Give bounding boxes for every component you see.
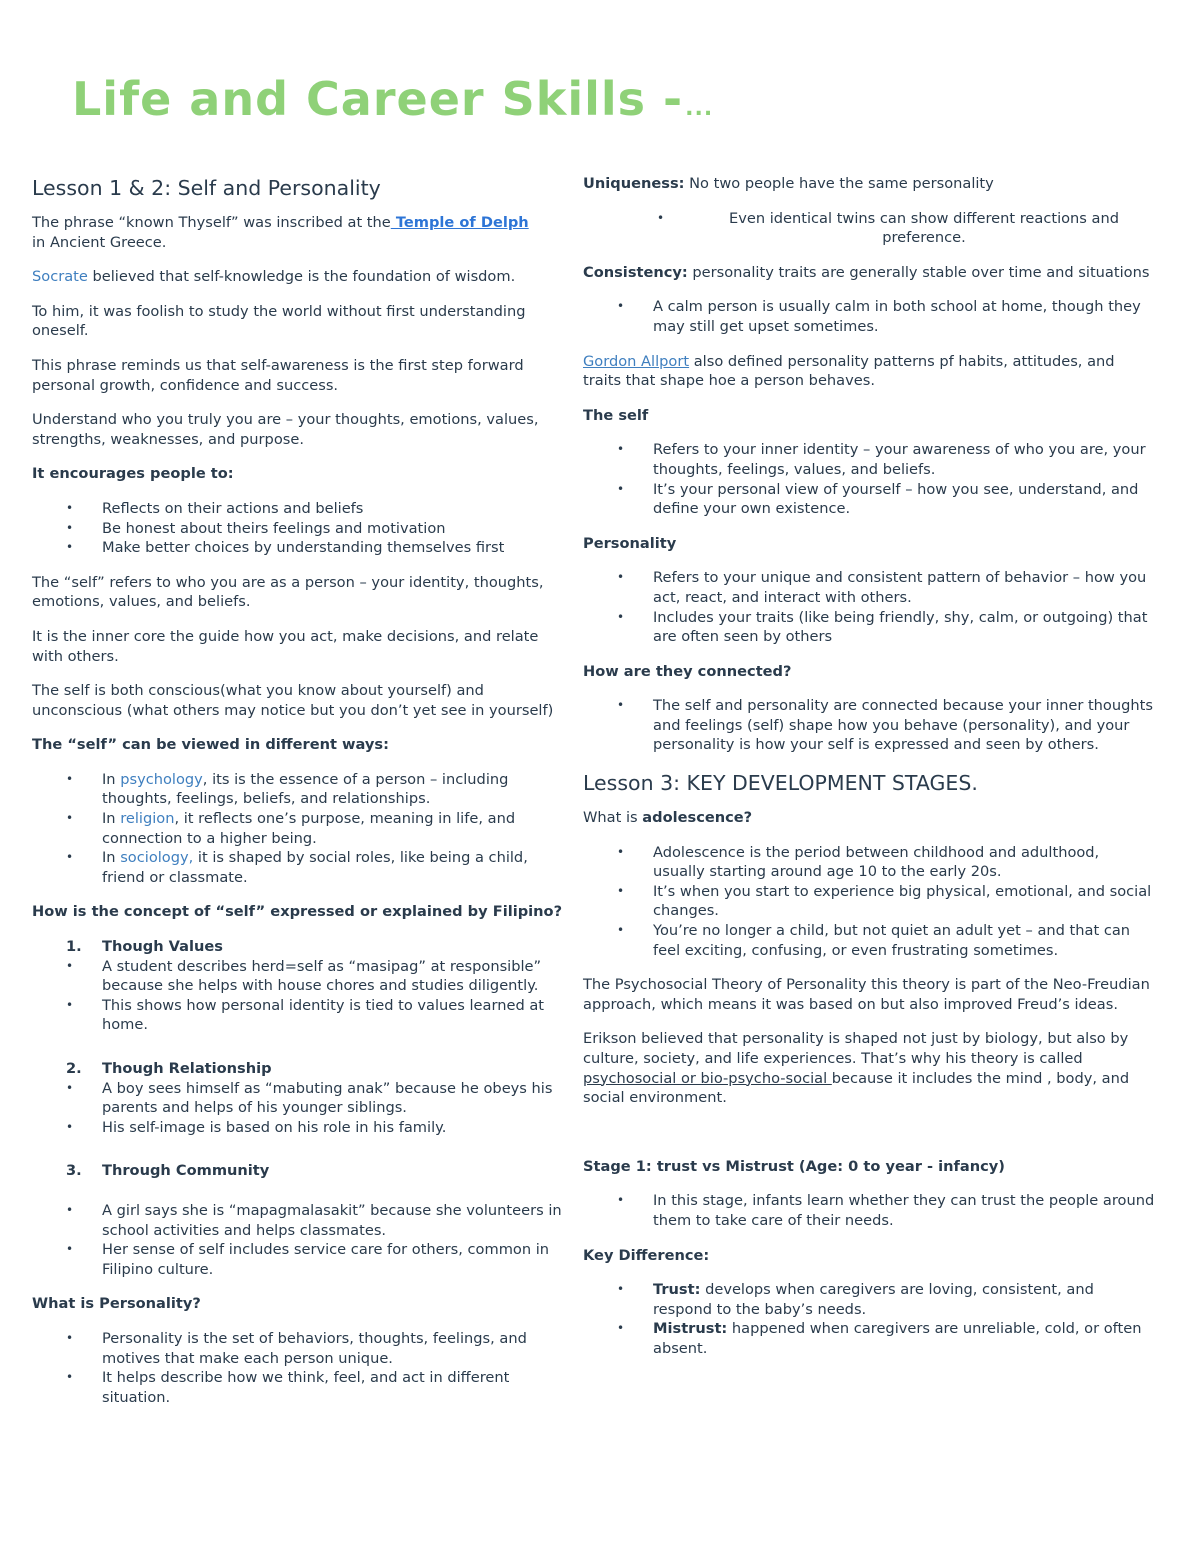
bullet-list [583, 843, 1155, 961]
list-item: • Even identical twins can show different reactions and preference. [583, 209, 1155, 248]
title-ellipsis: ... [685, 96, 714, 121]
paragraph [583, 352, 1155, 391]
item-heading: Through Community [102, 1162, 270, 1180]
title-text: Life and Career Skills - [72, 72, 684, 126]
list-item [32, 1161, 569, 1181]
subheading: It encourages people to: [32, 465, 234, 483]
socrate-link[interactable]: Socrate [32, 268, 88, 286]
text: personality traits are generally stable over time and situations [687, 263, 1150, 281]
numbered-list [32, 1059, 569, 1079]
paragraph [583, 1029, 1155, 1107]
subheading [583, 808, 1155, 828]
bullet-list [32, 499, 569, 558]
paragraph: The self is both conscious(what you know about yourself) and unconscious (what others may notice but you don’t yet see in yourself) [32, 682, 554, 719]
numbered-list [32, 937, 569, 957]
list-item: • Includes your traits (like being friendly, shy, calm, or outgoing) that are often seen by others [583, 608, 1155, 647]
paragraph: The “self” refers to who you are as a person – your identity, thoughts, emotions, values, and beliefs. [32, 573, 544, 611]
bullet-list [32, 957, 569, 1035]
text: in Ancient Greece. [32, 233, 167, 251]
text: The phrase “known Thyself” was inscribed at the [32, 214, 391, 231]
bullet-list [32, 1201, 569, 1279]
page-title [72, 72, 713, 126]
bullet-list [32, 1079, 569, 1138]
bullet-list [32, 1329, 569, 1407]
paragraph [32, 213, 569, 252]
list-item: • You’re no longer a child, but not quiet an adult yet – and that can feel exciting, confusing, or even frustrating sometimes. [583, 921, 1155, 960]
term: Consistency: [583, 263, 688, 281]
text: What is [583, 809, 643, 827]
list-item: • A girl says she is “mapagmalasakit” because she volunteers in school activities and helps classmates. [32, 1201, 569, 1240]
left-column [32, 172, 569, 1422]
psychology-link[interactable]: psychology [120, 770, 203, 788]
term: Mistrust: [653, 1320, 728, 1338]
bullet-list [32, 770, 569, 888]
number: 3. [66, 1162, 82, 1180]
bullet-list [583, 440, 1155, 518]
subheading: The self [583, 406, 649, 424]
number: 1. [66, 938, 82, 956]
underlined-text: psychosocial or bio-psycho-social [583, 1069, 832, 1087]
list-item [583, 1319, 1155, 1358]
list-item [583, 1280, 1155, 1319]
text: also defined personality patterns pf habits, attitudes, and traits that shape hoe a person behaves. [583, 352, 1115, 390]
text: , it reflects one’s purpose, meaning in life, and connection to a higher being. [102, 810, 516, 847]
bullet-list [583, 696, 1155, 755]
list-item [32, 937, 569, 957]
paragraph: Understand who you truly you are – your thoughts, emotions, values, strengths, weaknesses, and purpose. [32, 411, 539, 448]
paragraph: The Psychosocial Theory of Personality this theory is part of the Neo-Freudian approach, which means it was based on but also improved Freud’s ideas. [583, 976, 1150, 1013]
text: Erikson believed that personality is shaped not just by biology, but also by culture, society, and life experiences. That’s why his theory is called [583, 1030, 1129, 1067]
list-item [32, 809, 569, 848]
list-item: • In this stage, infants learn whether they can trust the people around them to take care of their needs. [583, 1191, 1155, 1230]
right-column [583, 172, 1155, 1374]
term: Trust: [653, 1281, 701, 1299]
text: happened when caregivers are unreliable, cold, or often absent. [653, 1320, 1142, 1357]
paragraph [583, 174, 1155, 194]
paragraph: This phrase reminds us that self-awareness is the first step forward personal growth, confidence and success. [32, 356, 524, 394]
bullet-list [583, 568, 1155, 646]
bullet-list [583, 1191, 1155, 1230]
numbered-list [32, 1161, 569, 1181]
bullet-list [583, 209, 1155, 248]
text: believed that self-knowledge is the foundation of wisdom. [87, 268, 516, 286]
paragraph [32, 267, 569, 287]
list-item: • Refers to your unique and consistent pattern of behavior – how you act, react, and interact with others. [583, 568, 1155, 607]
list-item: • It’s when you start to experience big physical, emotional, and social changes. [583, 882, 1155, 921]
lesson-1-2-heading: Lesson 1 & 2: Self and Personality [32, 176, 381, 200]
list-item [32, 770, 569, 809]
list-item: • It helps describe how we think, feel, and act in different situation. [32, 1368, 569, 1407]
list-item [32, 848, 569, 887]
text: In [102, 849, 121, 867]
list-item: • It’s your personal view of yourself – how you see, understand, and define your own existence. [583, 480, 1155, 519]
list-item: • Personality is the set of behaviors, thoughts, feelings, and motives that make each person unique. [32, 1329, 569, 1368]
list-item: • A calm person is usually calm in both school at home, though they may still get upset sometimes. [583, 297, 1155, 336]
item-heading: Though Relationship [102, 1060, 272, 1077]
list-item: • This shows how personal identity is tied to values learned at home. [32, 996, 569, 1035]
list-item [32, 1059, 569, 1079]
gordon-allport-link[interactable]: Gordon Allport [583, 352, 690, 370]
lesson-3-heading: Lesson 3: KEY DEVELOPMENT STAGES. [583, 771, 978, 796]
list-item: • Be honest about theirs feelings and motivation [32, 519, 569, 539]
subheading: Key Difference: [583, 1246, 710, 1264]
term: Uniqueness: [583, 175, 685, 192]
term: adolescence? [642, 809, 753, 827]
list-item: • Her sense of self includes service care for others, common in Filipino culture. [32, 1240, 569, 1279]
paragraph: It is the inner core the guide how you act, make decisions, and relate with others. [32, 627, 539, 665]
subheading: How is the concept of “self” expressed or explained by Filipino? [32, 903, 563, 921]
temple-of-delph-link[interactable]: Temple of Delph [390, 214, 529, 231]
religion-link[interactable]: religion [120, 810, 175, 828]
sociology-link[interactable]: sociology, [120, 849, 194, 867]
number: 2. [66, 1060, 82, 1077]
bullet-list [583, 297, 1155, 336]
text: because it includes the mind , body, and social environment. [583, 1069, 1130, 1107]
text: In [102, 770, 121, 788]
subheading: Personality [583, 534, 677, 552]
list-item: • The self and personality are connected because your inner thoughts and feelings (self) shape how you behave (personality), and your personality is how your self is expressed and seen by others. [583, 696, 1155, 755]
item-heading: Though Values [102, 938, 223, 956]
subheading: Stage 1: trust vs Mistrust (Age: 0 to year - infancy) [583, 1157, 1005, 1175]
list-item: • Make better choices by understanding themselves first [32, 538, 569, 558]
list-item: • Reflects on their actions and beliefs [32, 499, 569, 519]
paragraph: To him, it was foolish to study the world without first understanding oneself. [32, 302, 526, 340]
subheading: How are they connected? [583, 662, 792, 680]
text: develops when caregivers are loving, consistent, and respond to the baby’s needs. [653, 1281, 1094, 1318]
text: In [102, 810, 121, 828]
list-item: • A boy sees himself as “mabuting anak” because he obeys his parents and helps of his younger siblings. [32, 1079, 569, 1118]
list-item: • Adolescence is the period between childhood and adulthood, usually starting around age 10 to the early 20s. [583, 843, 1155, 882]
bullet-list [583, 1280, 1155, 1358]
list-item: • Refers to your inner identity – your awareness of who you are, your thoughts, feelings, values, and beliefs. [583, 440, 1155, 479]
subheading: What is Personality? [32, 1295, 201, 1313]
paragraph [583, 263, 1155, 283]
text: , its is the essence of a person – including thoughts, feelings, beliefs, and relationships. [102, 770, 509, 808]
text: No two people have the same personality [684, 175, 994, 192]
text: it is shaped by social roles, like being a child, friend or classmate. [102, 849, 528, 886]
list-item: • His self-image is based on his role in his family. [32, 1118, 569, 1138]
list-item: • A student describes herd=self as “masipag” at responsible” because she helps with house chores and studies diligently. [32, 957, 569, 996]
subheading: The “self” can be viewed in different ways: [32, 736, 389, 754]
